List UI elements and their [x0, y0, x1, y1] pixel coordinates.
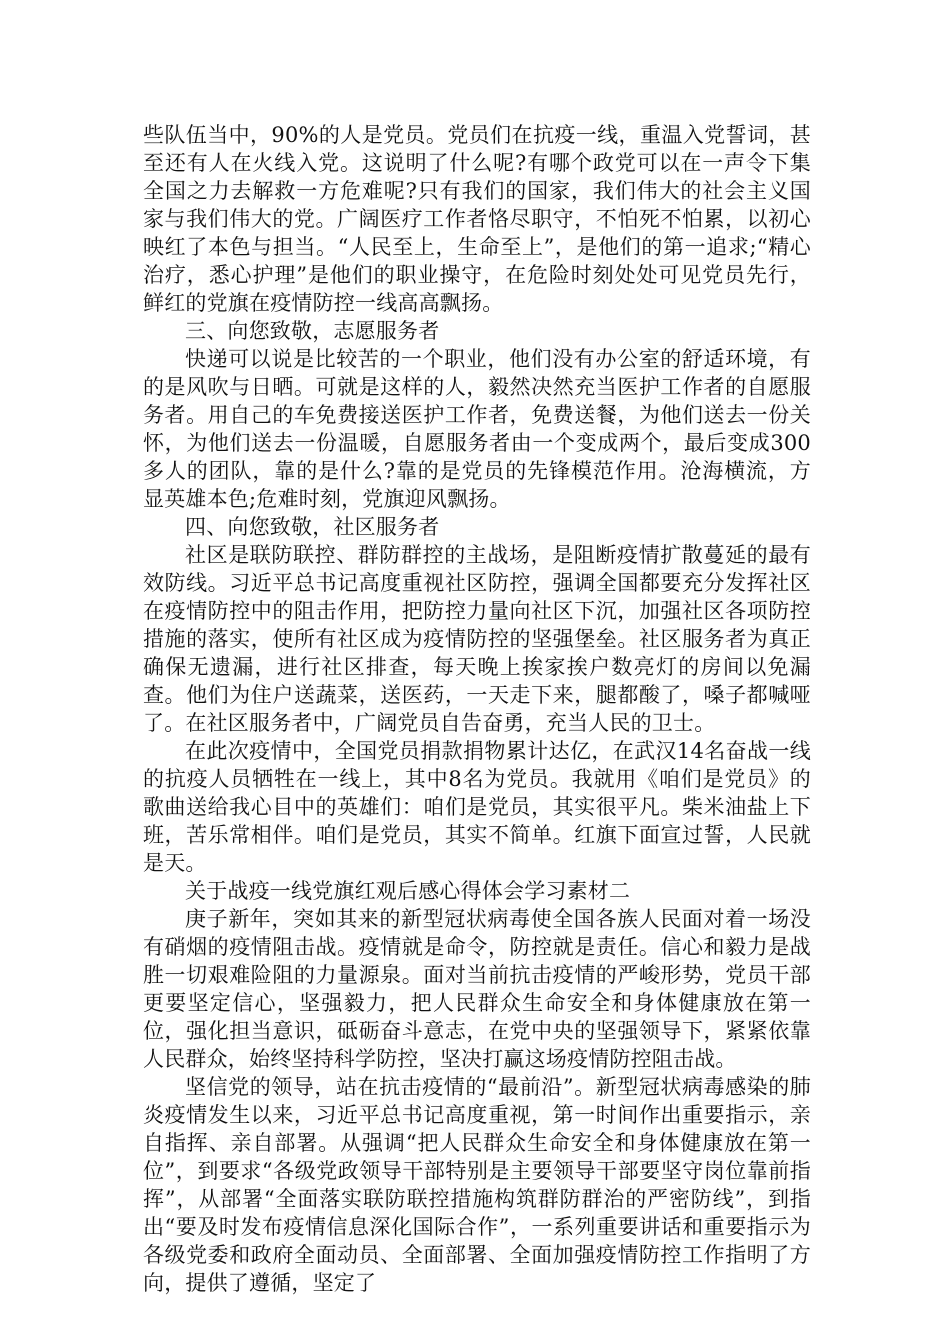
- article-title: 关于战疫一线党旗红观后感心得体会学习素材二: [185, 879, 631, 903]
- body-paragraph: 在此次疫情中，全国党员捐款捐物累计达亿，在武汉14名奋战一线的抗疫人员牺牲在一线上，其中8名为党员。我就用《咱们是党员》的歌曲送给我心目中的英雄们：咱们是党员，其实很平凡。柴米油盐上下班，苦乐常相伴。咱们是党员，其实不简单。红旗下面宣过誓，人民就是天。: [143, 739, 811, 875]
- body-paragraph: 庚子新年，突如其来的新型冠状病毒使全国各族人民面对着一场没有硝烟的疫情阻击战。疫情就是命令，防控就是责任。信心和毅力是战胜一切艰难险阻的力量源泉。面对当前抗击疫情的严峻形势，党员干部更要坚定信心，坚强毅力，把人民群众生命安全和身体健康放在第一位，强化担当意识，砥砺奋斗意志，在党中央的坚强领导下，紧紧依靠人民群众，始终坚持科学防控，坚决打赢这场疫情防控阻击战。: [143, 907, 811, 1071]
- body-paragraph: 快递可以说是比较苦的一个职业，他们没有办公室的舒适环境，有的是风吹与日晒。可就是这样的人，毅然决然充当医护工作者的自愿服务者。用自己的车免费接送医护工作者，免费送餐，为他们送去一份关怀，为他们送去一份温暖，自愿服务者由一个变成两个，最后变成300多人的团队，靠的是什么?靠的是党员的先锋模范作用。沧海横流，方显英雄本色;危难时刻，党旗迎风飘扬。: [143, 347, 811, 511]
- document-body: [143, 121, 811, 1297]
- body-paragraph: 社区是联防联控、群防群控的主战场，是阻断疫情扩散蔓延的最有效防线。习近平总书记高度重视社区防控，强调全国都要充分发挥社区在疫情防控中的阻击作用，把防控力量向社区下沉，加强社区各项防控措施的落实，使所有社区成为疫情防控的坚强堡垒。社区服务者为真正确保无遗漏，进行社区排查，每天晚上挨家挨户数亮灯的房间以免漏查。他们为住户送蔬菜，送医药，一天走下来，腿都酸了，嗓子都喊哑了。在社区服务者中，广阔党员自告奋勇，充当人民的卫士。: [143, 543, 811, 735]
- section-heading: 三、向您致敬，志愿服务者: [185, 319, 440, 343]
- section-heading: 四、向您致敬，社区服务者: [185, 515, 440, 539]
- body-paragraph: 坚信党的领导，站在抗击疫情的“最前沿”。新型冠状病毒感染的肺炎疫情发生以来，习近平总书记高度重视，第一时间作出重要指示，亲自指挥、亲自部署。从强调“把人民群众生命安全和身体健康放在第一位”，到要求“各级党政领导干部特别是主要领导干部要坚守岗位靠前指挥”，从部署“全面落实联防联控措施构筑群防群治的严密防线”，到指出“要及时发布疫情信息深化国际合作”，一系列重要讲话和重要指示为各级党委和政府全面动员、全面部署、全面加强疫情防控工作指明了方向，提供了遵循，坚定了: [143, 1075, 811, 1295]
- body-paragraph: 些队伍当中，90%的人是党员。党员们在抗疫一线，重温入党誓词，甚至还有人在火线入党。这说明了什么呢?有哪个政党可以在一声令下集全国之力去解救一方危难呢?只有我们的国家，我们伟大的社会主义国家与我们伟大的党。广阔医疗工作者恪尽职守，不怕死不怕累，以初心映红了本色与担当。“人民至上，生命至上”，是他们的第一追求;“精心治疗，悉心护理”是他们的职业操守，在危险时刻处处可见党员先行，鲜红的党旗在疫情防控一线高高飘扬。: [143, 123, 811, 315]
